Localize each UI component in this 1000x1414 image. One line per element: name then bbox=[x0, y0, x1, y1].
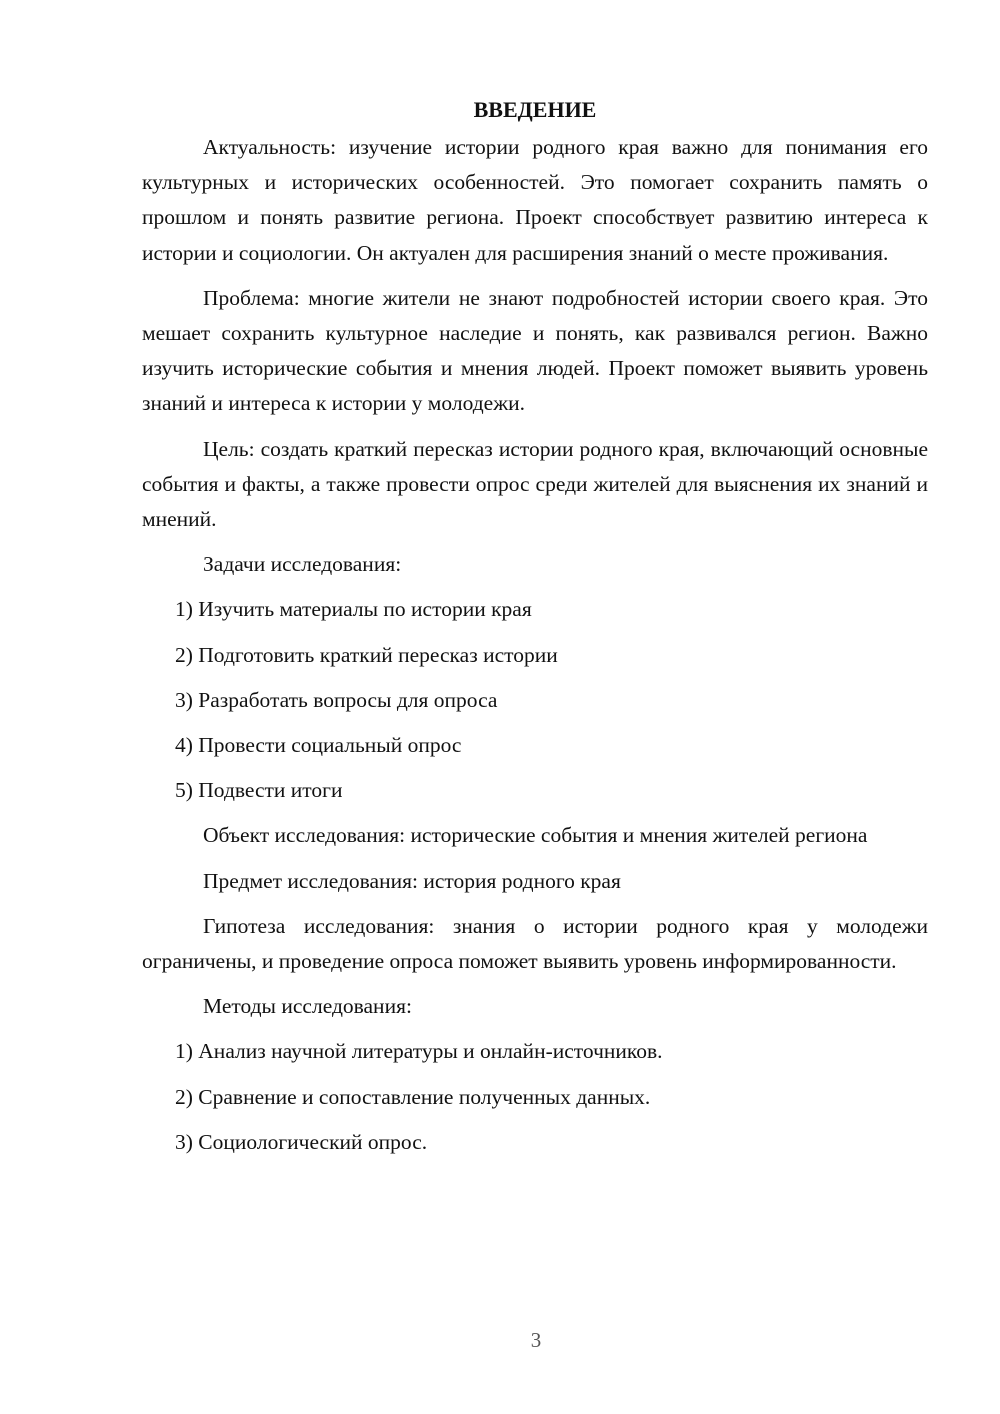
method-item-3: 3) Социологический опрос. bbox=[175, 1129, 428, 1154]
task-item-5: 5) Подвести итоги bbox=[175, 778, 343, 803]
goal-paragraph: Цель: создать краткий пересказ истории родного края, включающий основные события и факты, а также провести опрос среди жителей для выяснения их знаний и мнений. bbox=[142, 436, 928, 532]
object-paragraph: Объект исследования: исторические события и мнения жителей региона bbox=[203, 823, 868, 848]
method-item-1: 1) Анализ научной литературы и онлайн-источников. bbox=[175, 1039, 663, 1064]
task-item-3: 3) Разработать вопросы для опроса bbox=[175, 687, 498, 712]
task-item-2: 2) Подготовить краткий пересказ истории bbox=[175, 642, 558, 667]
task-item-4: 4) Провести социальный опрос bbox=[175, 733, 462, 758]
page-number: 3 bbox=[530, 1328, 542, 1352]
tasks-label: Задачи исследования: bbox=[203, 552, 402, 577]
task-item-1: 1) Изучить материалы по истории края bbox=[175, 597, 532, 622]
relevance-paragraph: Актуальность: изучение истории родного края важно для понимания его культурных и исторических особенностей. Это помогает сохранить память о прошлом и понять развитие региона. Проект способствует развитию интереса к истории и социологии. Он актуален для расширения знаний о месте проживания. bbox=[142, 135, 928, 265]
method-item-2: 2) Сравнение и сопоставление полученных данных. bbox=[175, 1084, 651, 1109]
problem-paragraph: Проблема: многие жители не знают подробностей истории своего края. Это мешает сохранить культурное наследие и понять, как развивался регион. Важно изучить исторические события и мнения людей. Проект поможет выявить уровень знаний и интереса к истории у молодежи. bbox=[142, 285, 928, 416]
document-page bbox=[142, 92, 928, 1170]
subject-paragraph: Предмет исследования: история родного края bbox=[203, 868, 621, 893]
hypothesis-paragraph: Гипотеза исследования: знания о истории родного края у молодежи ограничены, и проведение опроса поможет выявить уровень информированности. bbox=[142, 913, 928, 974]
page-title: ВВЕДЕНИЕ bbox=[473, 97, 597, 122]
methods-label: Методы исследования: bbox=[203, 994, 412, 1019]
